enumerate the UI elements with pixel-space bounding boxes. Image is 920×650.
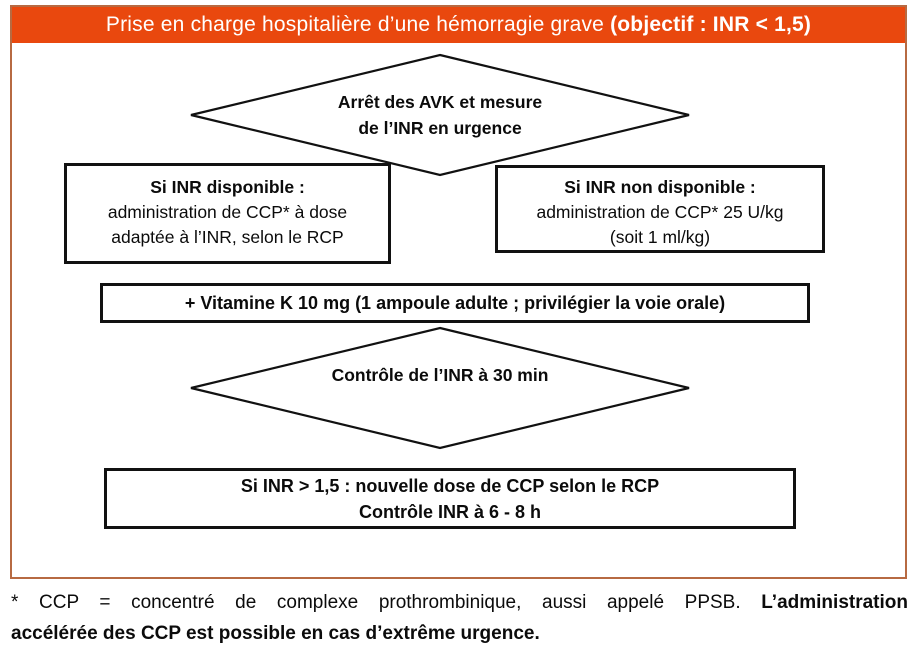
- box-vitamin-k-text: + Vitamine K 10 mg (1 ampoule adulte ; privilégier la voie orale): [184, 292, 726, 313]
- box-inr-recontrol-line2: Contrôle INR à 6 - 8 h: [358, 501, 542, 522]
- footnote-line2: accélérée des CCP est possible en cas d’extrême urgence.: [11, 623, 540, 644]
- footnote: [11, 587, 908, 649]
- decision-avk-line1: Arrêt des AVK et mesure: [337, 92, 543, 112]
- box-inr-unavailable-heading: Si INR non disponible :: [564, 177, 756, 197]
- box-inr-available: [64, 163, 391, 264]
- box-inr-unavailable-line1: administration de CCP* 25 U/kg: [536, 202, 784, 222]
- footnote-line1-bold: L’administration: [761, 592, 908, 613]
- title-banner: [12, 7, 905, 43]
- decision-avk-line2: de l’INR en urgence: [358, 118, 522, 138]
- box-inr-available-line2: adaptée à l’INR, selon le RCP: [111, 227, 344, 247]
- decision-inr-control-label: [187, 312, 693, 438]
- box-inr-recontrol: [104, 468, 796, 529]
- box-inr-unavailable: [495, 165, 825, 253]
- box-inr-unavailable-line2: (soit 1 ml/kg): [609, 227, 711, 247]
- decision-inr-control-text: Contrôle de l’INR à 30 min: [331, 365, 549, 385]
- decision-avk-label: [187, 52, 693, 178]
- footnote-ccp-definition: * CCP = concentré de complexe prothrombinique, aussi appelé PPSB.: [11, 592, 741, 613]
- footnote-line1: [11, 587, 908, 618]
- box-inr-available-heading: Si INR disponible :: [150, 177, 305, 197]
- decision-diamond-avk-stop: [187, 52, 693, 178]
- decision-diamond-inr-control: [187, 325, 693, 451]
- box-inr-available-line1: administration de CCP* à dose: [107, 202, 348, 222]
- title-objective: (objectif : INR < 1,5): [610, 13, 812, 36]
- title-text: Prise en charge hospitalière d’une hémorragie grave: [105, 13, 611, 36]
- box-inr-recontrol-line1: Si INR > 1,5 : nouvelle dose de CCP selon le RCP: [240, 475, 660, 496]
